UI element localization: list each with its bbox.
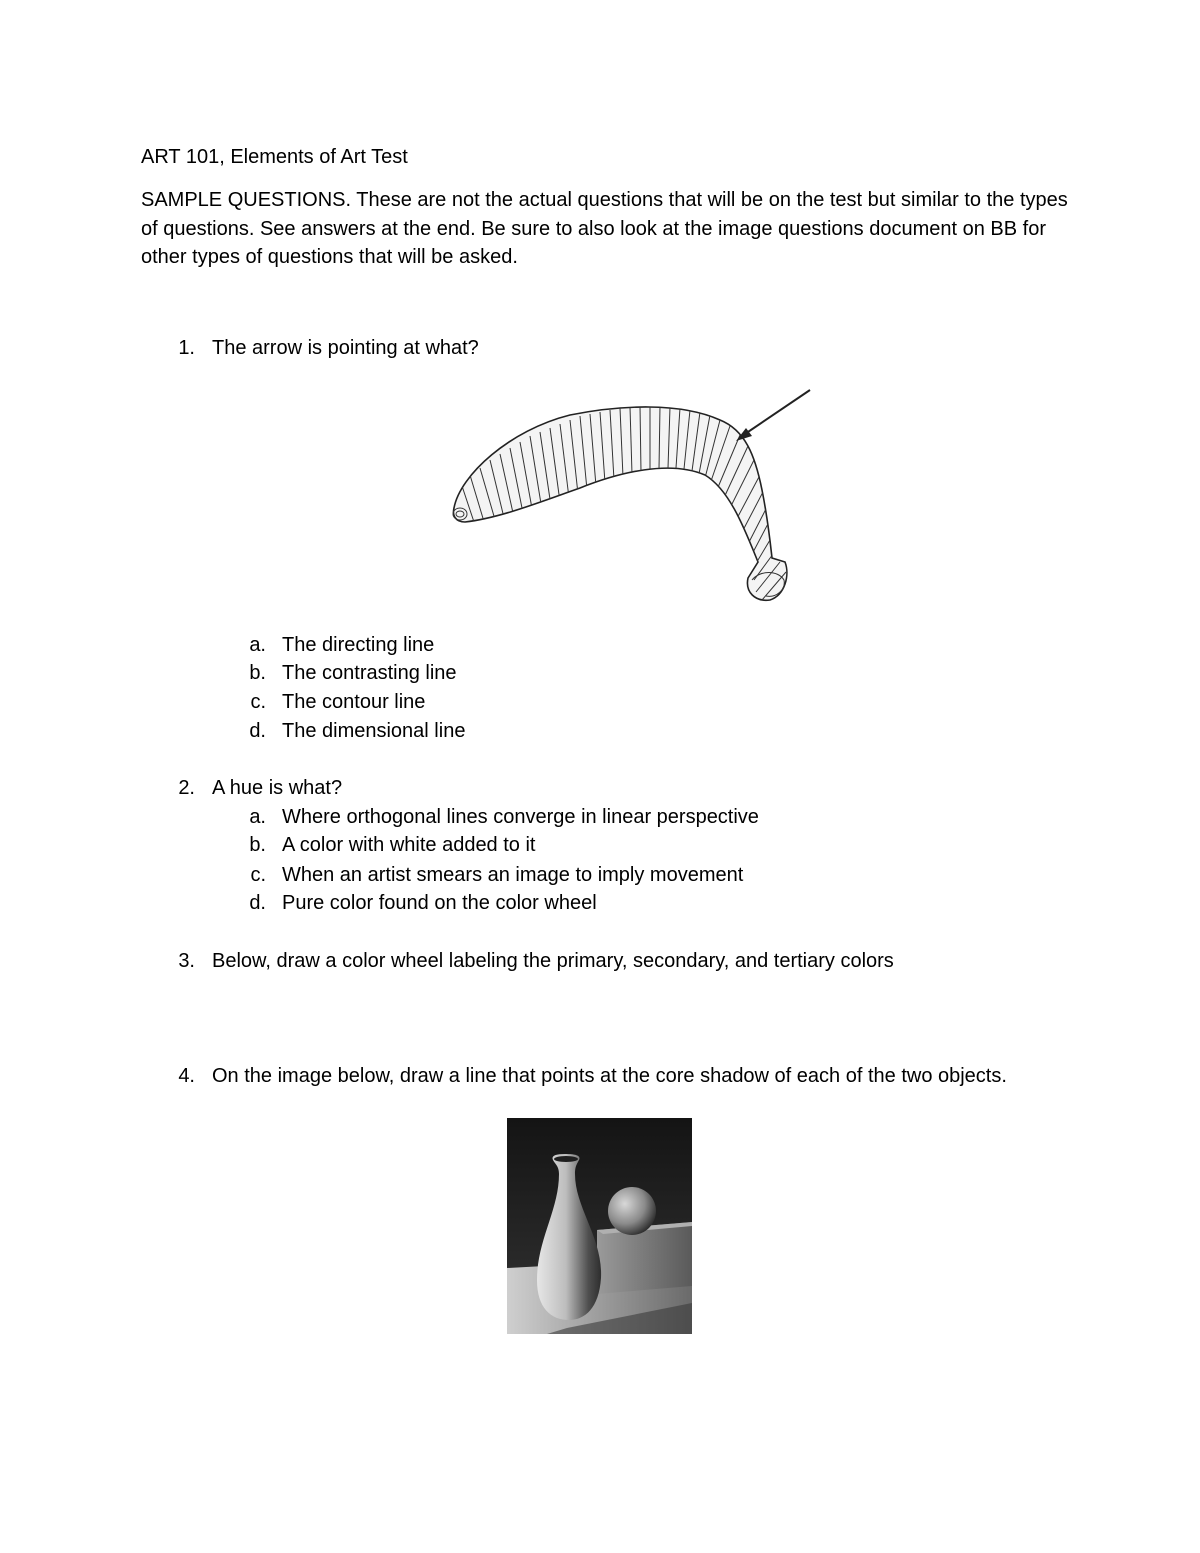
question-2-number: 2. [178,777,195,799]
question-2-option-c-letter: c. [250,864,266,886]
intro-paragraph: SAMPLE QUESTIONS. These are not the actual questions that will be on the test but similar to the types of questions. See answers at the end. Be sure to also look at the image questions document on BB for other types of questions that will be asked. [141,189,1068,268]
question-2-option-a-text: Where orthogonal lines converge in linear perspective [282,806,759,828]
question-3-number: 3. [178,950,195,972]
question-3-text: Below, draw a color wheel labeling the primary, secondary, and tertiary colors [212,950,894,972]
question-2-option-b-text: A color with white added to it [282,834,536,856]
question-1-option-b-letter: b. [249,662,266,684]
question-4-text: On the image below, draw a line that points at the core shadow of each of the two objects. [212,1065,1007,1087]
banana-contour-drawing-icon [440,380,820,610]
question-2-option-c-text: When an artist smears an image to imply movement [282,864,744,886]
question-1-option-c-text: The contour line [282,691,426,713]
question-1-number: 1. [178,337,195,359]
question-1-text: The arrow is pointing at what? [212,337,479,359]
question-1-option-a-text: The directing line [282,634,435,656]
question-1-option-d-letter: d. [249,720,266,742]
question-2-text: A hue is what? [212,777,343,799]
question-2-option-d-letter: d. [249,892,266,914]
question-4-number: 4. [178,1065,195,1087]
question-1-option-d-text: The dimensional line [282,720,466,742]
question-1-option-a-letter: a. [249,634,266,656]
question-1-option-c-letter: c. [250,691,266,713]
question-2-option-d-text: Pure color found on the color wheel [282,892,597,914]
question-2-option-b-letter: b. [249,834,266,856]
question-1-option-b-text: The contrasting line [282,662,457,684]
vase-and-sphere-photo-icon [507,1118,692,1334]
question-2-option-a-letter: a. [249,806,266,828]
page-title: ART 101, Elements of Art Test [141,146,408,168]
